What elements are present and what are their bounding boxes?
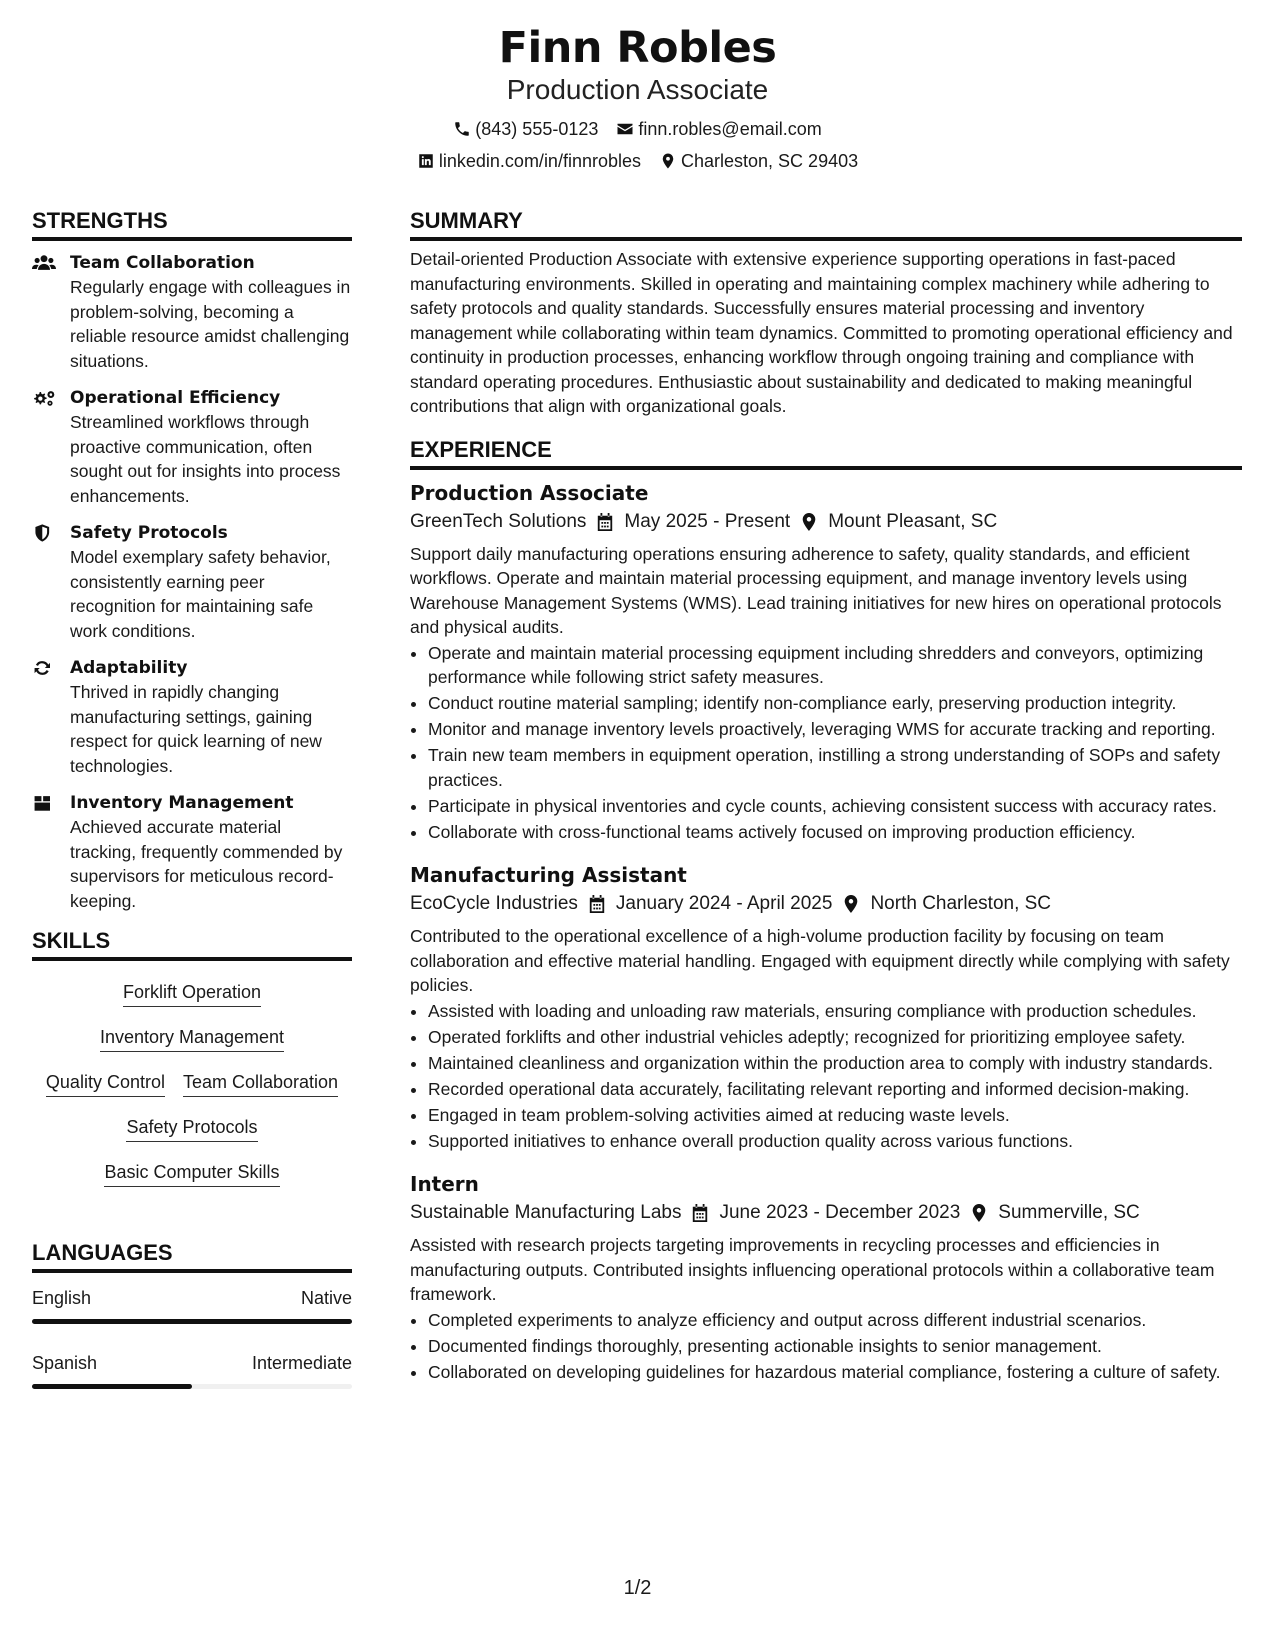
language-level: Intermediate bbox=[251, 1353, 352, 1373]
map-pin-icon bbox=[842, 894, 860, 914]
job-bullet: • Engaged in team problem-solving activities aimed at reducing waste levels. bbox=[428, 1103, 1242, 1128]
phone-text: (843) 555-0123 bbox=[475, 119, 599, 139]
job-description: Support daily manufacturing operations ensuring adherence to safety, quality standards, and efficient workflows. Operate and maintain material processing equipment, and manage inventory levels using Warehouse Management Systems (WMS). Lead training initiatives for new hires on operational protocols and physical audits. bbox=[410, 543, 1222, 637]
map-pin-icon bbox=[970, 1203, 988, 1223]
sync-icon bbox=[32, 658, 56, 678]
strengths-heading: STRENGTHS bbox=[32, 206, 352, 241]
gears-icon bbox=[32, 388, 56, 408]
contact-row-2 bbox=[0, 150, 1275, 172]
language-name: English bbox=[32, 1288, 92, 1308]
calendar-icon bbox=[691, 1203, 709, 1223]
strength-item bbox=[32, 521, 352, 643]
strength-desc: Model exemplary safety behavior, consistently earning peer recognition for maintaining safe work conditions. bbox=[70, 547, 331, 641]
strength-desc: Achieved accurate material tracking, frequently commended by supervisors for meticulous record-keeping. bbox=[70, 817, 343, 911]
job-dates bbox=[596, 508, 790, 536]
envelope-icon bbox=[616, 120, 634, 138]
job-dates-text: May 2025 - Present bbox=[624, 510, 791, 532]
language-item bbox=[32, 1352, 352, 1389]
summary-heading: SUMMARY bbox=[410, 206, 1242, 241]
language-bar bbox=[32, 1384, 352, 1389]
page-number: 1/2 bbox=[623, 1577, 652, 1599]
resume-header bbox=[0, 20, 1275, 172]
job-description: Assisted with research projects targeting improvements in recycling processes and efficiencies in manufacturing outputs. Contributed insights influencing operational protocols within a collaborative team framework. bbox=[410, 1235, 1215, 1304]
email-contact[interactable] bbox=[616, 118, 821, 140]
shield-icon bbox=[32, 523, 56, 543]
job-location bbox=[970, 1199, 1139, 1227]
job-bullets bbox=[410, 999, 1242, 1154]
job-bullets bbox=[410, 1308, 1242, 1385]
job-bullet: • Documented findings thoroughly, presenting actionable insights to senior management. bbox=[428, 1334, 1242, 1359]
job-dates bbox=[691, 1199, 960, 1227]
skill-row bbox=[32, 1061, 352, 1106]
job-entry bbox=[410, 478, 1242, 845]
job-company: Sustainable Manufacturing Labs bbox=[410, 1202, 682, 1223]
contact-row-1 bbox=[0, 118, 1275, 140]
job-bullet: • Operate and maintain material processing equipment including shredders and conveyors, optimizing performance while following strict safety measures. bbox=[428, 641, 1242, 690]
candidate-name: Finn Robles bbox=[498, 23, 777, 73]
skill-tag: Inventory Management bbox=[100, 1025, 284, 1052]
job-location-text: North Charleston, SC bbox=[870, 893, 1052, 914]
job-description: Contributed to the operational excellence of a high-volume production facility by focusing on team collaboration and effective material handling. Engaged with equipment directly while complying with safety policies. bbox=[410, 926, 1230, 995]
languages-heading: LANGUAGES bbox=[32, 1238, 352, 1273]
job-title: Manufacturing Assistant bbox=[410, 863, 687, 887]
users-icon bbox=[32, 253, 56, 273]
calendar-icon bbox=[596, 512, 614, 532]
job-company: EcoCycle Industries bbox=[410, 893, 578, 914]
job-company: GreenTech Solutions bbox=[410, 510, 587, 532]
language-bar bbox=[32, 1319, 352, 1324]
strength-title: Operational Efficiency bbox=[70, 388, 281, 408]
job-bullet: • Participate in physical inventories and cycle counts, achieving consistent success with accuracy rates. bbox=[428, 794, 1242, 819]
job-bullet: • Monitor and manage inventory levels proactively, leveraging WMS for accurate tracking and reporting. bbox=[428, 717, 1242, 742]
jobs-list bbox=[410, 478, 1242, 1385]
job-location bbox=[800, 508, 997, 536]
job-bullet: • Completed experiments to analyze efficiency and output across different industrial scenarios. bbox=[428, 1308, 1242, 1333]
email-text[interactable]: finn.robles@email.com bbox=[638, 119, 822, 139]
job-dates-text: January 2024 - April 2025 bbox=[615, 893, 833, 914]
strength-item bbox=[32, 251, 352, 373]
strength-title: Team Collaboration bbox=[70, 253, 255, 273]
candidate-title: Production Associate bbox=[506, 74, 769, 105]
languages-list bbox=[32, 1287, 352, 1389]
linkedin-icon bbox=[417, 152, 435, 170]
job-dates-text: June 2023 - December 2023 bbox=[719, 1202, 961, 1223]
job-location-text: Mount Pleasant, SC bbox=[828, 510, 998, 532]
skill-tag: Team Collaboration bbox=[183, 1070, 338, 1097]
strength-title: Adaptability bbox=[70, 658, 188, 678]
language-bar-fill bbox=[32, 1384, 192, 1389]
skills-heading: SKILLS bbox=[32, 926, 352, 961]
strength-item bbox=[32, 791, 352, 913]
skill-row bbox=[32, 971, 352, 1016]
skill-row bbox=[32, 1151, 352, 1196]
language-level: Native bbox=[300, 1288, 352, 1308]
job-title: Production Associate bbox=[410, 480, 649, 505]
job-title: Intern bbox=[410, 1172, 479, 1196]
strength-desc: Thrived in rapidly changing manufacturing settings, gaining respect for quick learning of new technologies. bbox=[70, 682, 322, 776]
phone-contact bbox=[453, 118, 598, 140]
experience-heading: EXPERIENCE bbox=[410, 435, 1242, 470]
skill-tag: Quality Control bbox=[46, 1070, 165, 1097]
strength-title: Safety Protocols bbox=[70, 523, 228, 543]
skill-row bbox=[32, 1016, 352, 1061]
calendar-icon bbox=[588, 894, 606, 914]
language-bar-fill bbox=[32, 1319, 352, 1324]
job-bullet: • Conduct routine material sampling; identify non-compliance early, preserving production integrity. bbox=[428, 691, 1242, 716]
job-meta bbox=[410, 890, 1242, 918]
job-bullet: • Maintained cleanliness and organization within the production area to comply with industry standards. bbox=[428, 1051, 1242, 1076]
language-item bbox=[32, 1287, 352, 1324]
job-bullet: • Train new team members in equipment operation, instilling a strong understanding of SOPs and safety practices. bbox=[428, 743, 1242, 792]
right-column bbox=[410, 206, 1242, 1386]
summary-text: Detail-oriented Production Associate with extensive experience supporting operations in fast-paced manufacturing environments. Skilled in operating and maintaining complex machinery while adhering to safety protocols and quality standards. Successfully ensures material processing and inventory management while collaborating within team dynamics. Committed to promoting operational efficiency and continuity in production processes, enhancing workflow through ongoing training and compliance with standard operating procedures. Enthusiastic about sustainability and dedicated to making meaningful contributions that align with organizational goals. bbox=[410, 249, 1233, 416]
strength-title: Inventory Management bbox=[70, 793, 294, 813]
job-bullet: • Assisted with loading and unloading raw materials, ensuring compliance with production schedules. bbox=[428, 999, 1242, 1024]
job-entry bbox=[410, 1169, 1242, 1384]
strength-desc: Streamlined workflows through proactive communication, often sought out for insights into process enhancements. bbox=[70, 412, 341, 506]
job-bullets bbox=[410, 641, 1242, 845]
phone-icon bbox=[453, 120, 471, 138]
location-contact bbox=[659, 150, 858, 172]
job-bullet: • Recorded operational data accurately, facilitating relevant reporting and informed decision-making. bbox=[428, 1077, 1242, 1102]
job-location-text: Summerville, SC bbox=[998, 1202, 1140, 1223]
job-bullet: • Collaborate with cross-functional teams actively focused on improving production efficiency. bbox=[428, 820, 1242, 845]
job-meta bbox=[410, 508, 1242, 536]
skill-tag: Forklift Operation bbox=[123, 980, 261, 1007]
skill-row bbox=[32, 1106, 352, 1151]
left-column bbox=[32, 206, 352, 1417]
location-text: Charleston, SC 29403 bbox=[681, 151, 859, 171]
job-meta bbox=[410, 1199, 1242, 1227]
job-entry bbox=[410, 860, 1242, 1153]
map-pin-icon bbox=[800, 512, 818, 532]
strength-item bbox=[32, 656, 352, 778]
strength-desc: Regularly engage with colleagues in problem-solving, becoming a reliable resource amidst challenging situations. bbox=[70, 277, 351, 371]
job-dates bbox=[588, 890, 833, 918]
job-location bbox=[842, 890, 1051, 918]
skill-tag: Basic Computer Skills bbox=[104, 1160, 279, 1187]
box-icon bbox=[32, 793, 56, 813]
linkedin-contact[interactable] bbox=[417, 150, 641, 172]
linkedin-text[interactable]: linkedin.com/in/finnrobles bbox=[438, 151, 641, 171]
skills-list bbox=[32, 971, 352, 1196]
strength-item bbox=[32, 386, 352, 508]
job-bullet: • Operated forklifts and other industrial vehicles adeptly; recognized for prioritizing employee safety. bbox=[428, 1025, 1242, 1050]
job-bullet: • Collaborated on developing guidelines for hazardous material compliance, fostering a culture of safety. bbox=[428, 1360, 1242, 1385]
language-name: Spanish bbox=[32, 1353, 98, 1373]
job-bullet: • Supported initiatives to enhance overall production quality across various functions. bbox=[428, 1129, 1242, 1154]
strengths-list bbox=[32, 251, 352, 913]
skill-tag: Safety Protocols bbox=[126, 1115, 257, 1142]
map-pin-icon bbox=[659, 152, 677, 170]
